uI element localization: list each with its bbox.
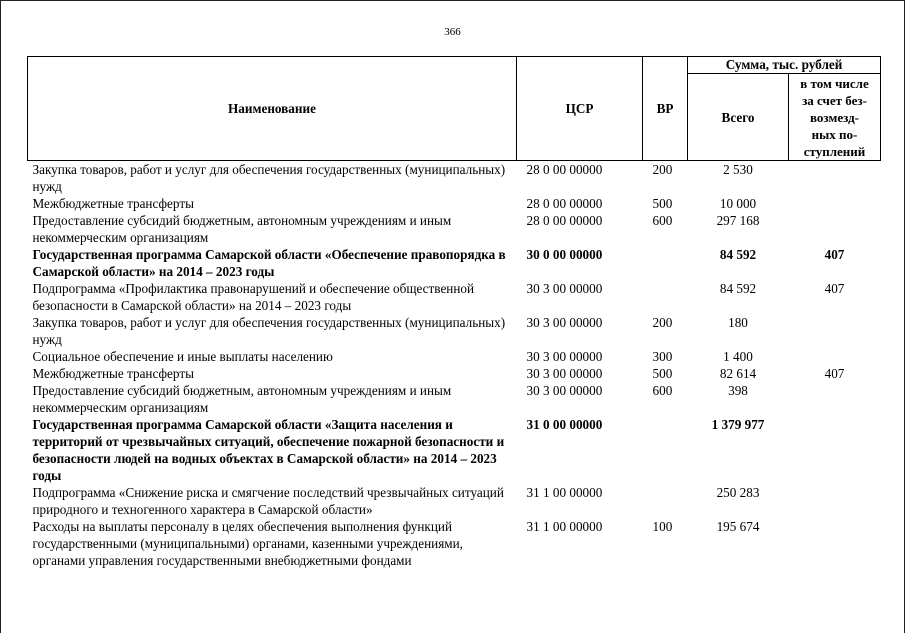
table-row	[28, 161, 881, 196]
row-total: 84 592	[719, 247, 757, 262]
row-name: Закупка товаров, работ и услуг для обеспечения государственных (муниципальных) нужд	[32, 162, 506, 194]
row-extra	[789, 195, 881, 212]
table-row	[28, 416, 881, 484]
row-vr: 500	[652, 366, 673, 381]
row-vr: 200	[652, 162, 673, 177]
row-csr: 28 0 00 00000	[526, 162, 603, 177]
row-total: 2 530	[723, 162, 753, 177]
table-row	[28, 382, 881, 416]
header-extra-line: за счет без-	[802, 92, 867, 108]
row-vr	[643, 246, 688, 280]
header-vr: ВР	[643, 57, 688, 161]
row-name: Предоставление субсидий бюджетным, автономным учреждениям и иным некоммерческим организациям	[32, 213, 452, 245]
row-extra: 407	[824, 366, 845, 381]
row-csr: 28 0 00 00000	[526, 213, 603, 228]
row-extra	[789, 382, 881, 416]
page-number: 366	[444, 26, 461, 38]
row-vr	[643, 416, 688, 484]
header-name: Наименование	[28, 57, 517, 161]
row-csr: 30 3 00 00000	[526, 315, 603, 330]
row-vr	[643, 484, 688, 518]
row-name: Государственная программа Самарской области «Обеспечение правопорядка в Самарской области» на 2014 – 2023 годы	[32, 247, 506, 279]
table-row	[28, 280, 881, 314]
header-extra-line: ступлений	[803, 143, 866, 159]
table-row	[28, 348, 881, 365]
row-name: Подпрограмма «Профилактика правонарушений и обеспечение общественной безопасности в Самарской области» на 2014 – 2023 годы	[32, 281, 475, 313]
row-extra	[789, 314, 881, 348]
row-extra: 407	[824, 281, 845, 296]
table-row	[28, 484, 881, 518]
row-csr: 30 3 00 00000	[526, 366, 603, 381]
row-total: 180	[728, 315, 748, 330]
row-name: Межбюджетные трансферты	[32, 196, 194, 211]
row-total: 297 168	[716, 213, 760, 228]
row-total: 84 592	[719, 281, 757, 296]
row-name: Подпрограмма «Снижение риска и смягчение последствий чрезвычайных ситуаций природного и техногенного характера в Самарской области»	[32, 485, 504, 517]
header-extra-line: в том числе	[800, 75, 869, 91]
row-extra	[789, 518, 881, 569]
header-extra-line: возмезд-	[810, 109, 859, 125]
row-csr: 31 0 00 00000	[526, 417, 603, 432]
row-extra	[789, 348, 881, 365]
row-extra	[789, 484, 881, 518]
header-total: Всего	[688, 74, 789, 161]
row-total: 195 674	[716, 519, 760, 534]
row-name: Социальное обеспечение и иные выплаты населению	[32, 349, 333, 364]
row-vr: 600	[652, 213, 673, 228]
header-extra-line: ных по-	[811, 126, 858, 142]
row-extra	[789, 212, 881, 246]
row-name: Расходы на выплаты персоналу в целях обеспечения выполнения функций государственными (муниципальными) органами, казенными учреждениями, органами управления государственными внебюджетными фондами	[32, 519, 463, 568]
row-name: Межбюджетные трансферты	[32, 366, 194, 381]
row-total: 10 000	[719, 196, 757, 211]
row-total: 398	[728, 383, 748, 398]
row-extra	[789, 161, 881, 196]
row-csr: 30 3 00 00000	[526, 383, 603, 398]
row-csr: 28 0 00 00000	[526, 196, 603, 211]
row-vr: 600	[652, 383, 673, 398]
table-row	[28, 314, 881, 348]
row-total: 250 283	[716, 485, 760, 500]
header-extra	[789, 74, 881, 161]
row-name: Предоставление субсидий бюджетным, автономным учреждениям и иным некоммерческим организациям	[32, 383, 452, 415]
row-name: Закупка товаров, работ и услуг для обеспечения государственных (муниципальных) нужд	[32, 315, 506, 347]
header-csr: ЦСР	[517, 57, 643, 161]
header-sum-group: Сумма, тыс. рублей	[688, 57, 881, 74]
table-row	[28, 246, 881, 280]
row-csr: 31 1 00 00000	[526, 519, 603, 534]
table-row	[28, 365, 881, 382]
table-row	[28, 195, 881, 212]
row-vr: 500	[652, 196, 673, 211]
row-total: 1 400	[723, 349, 753, 364]
row-csr: 30 3 00 00000	[526, 349, 603, 364]
table-row	[28, 518, 881, 569]
row-csr: 31 1 00 00000	[526, 485, 603, 500]
row-csr: 30 0 00 00000	[526, 247, 603, 262]
row-csr: 30 3 00 00000	[526, 281, 603, 296]
row-vr	[643, 280, 688, 314]
row-vr: 300	[652, 349, 673, 364]
row-name: Государственная программа Самарской области «Защита населения и территорий от чрезвычайных ситуаций, обеспечение пожарной безопасности и безопасности людей на водных объектах в Самарской области» на 2014 – 2023 годы	[32, 417, 505, 483]
row-vr: 100	[652, 519, 673, 534]
row-extra	[789, 416, 881, 484]
row-total: 1 379 977	[711, 417, 765, 432]
table-row	[28, 212, 881, 246]
row-total: 82 614	[719, 366, 757, 381]
budget-table	[27, 56, 881, 569]
row-vr: 200	[652, 315, 673, 330]
row-extra: 407	[824, 247, 845, 262]
